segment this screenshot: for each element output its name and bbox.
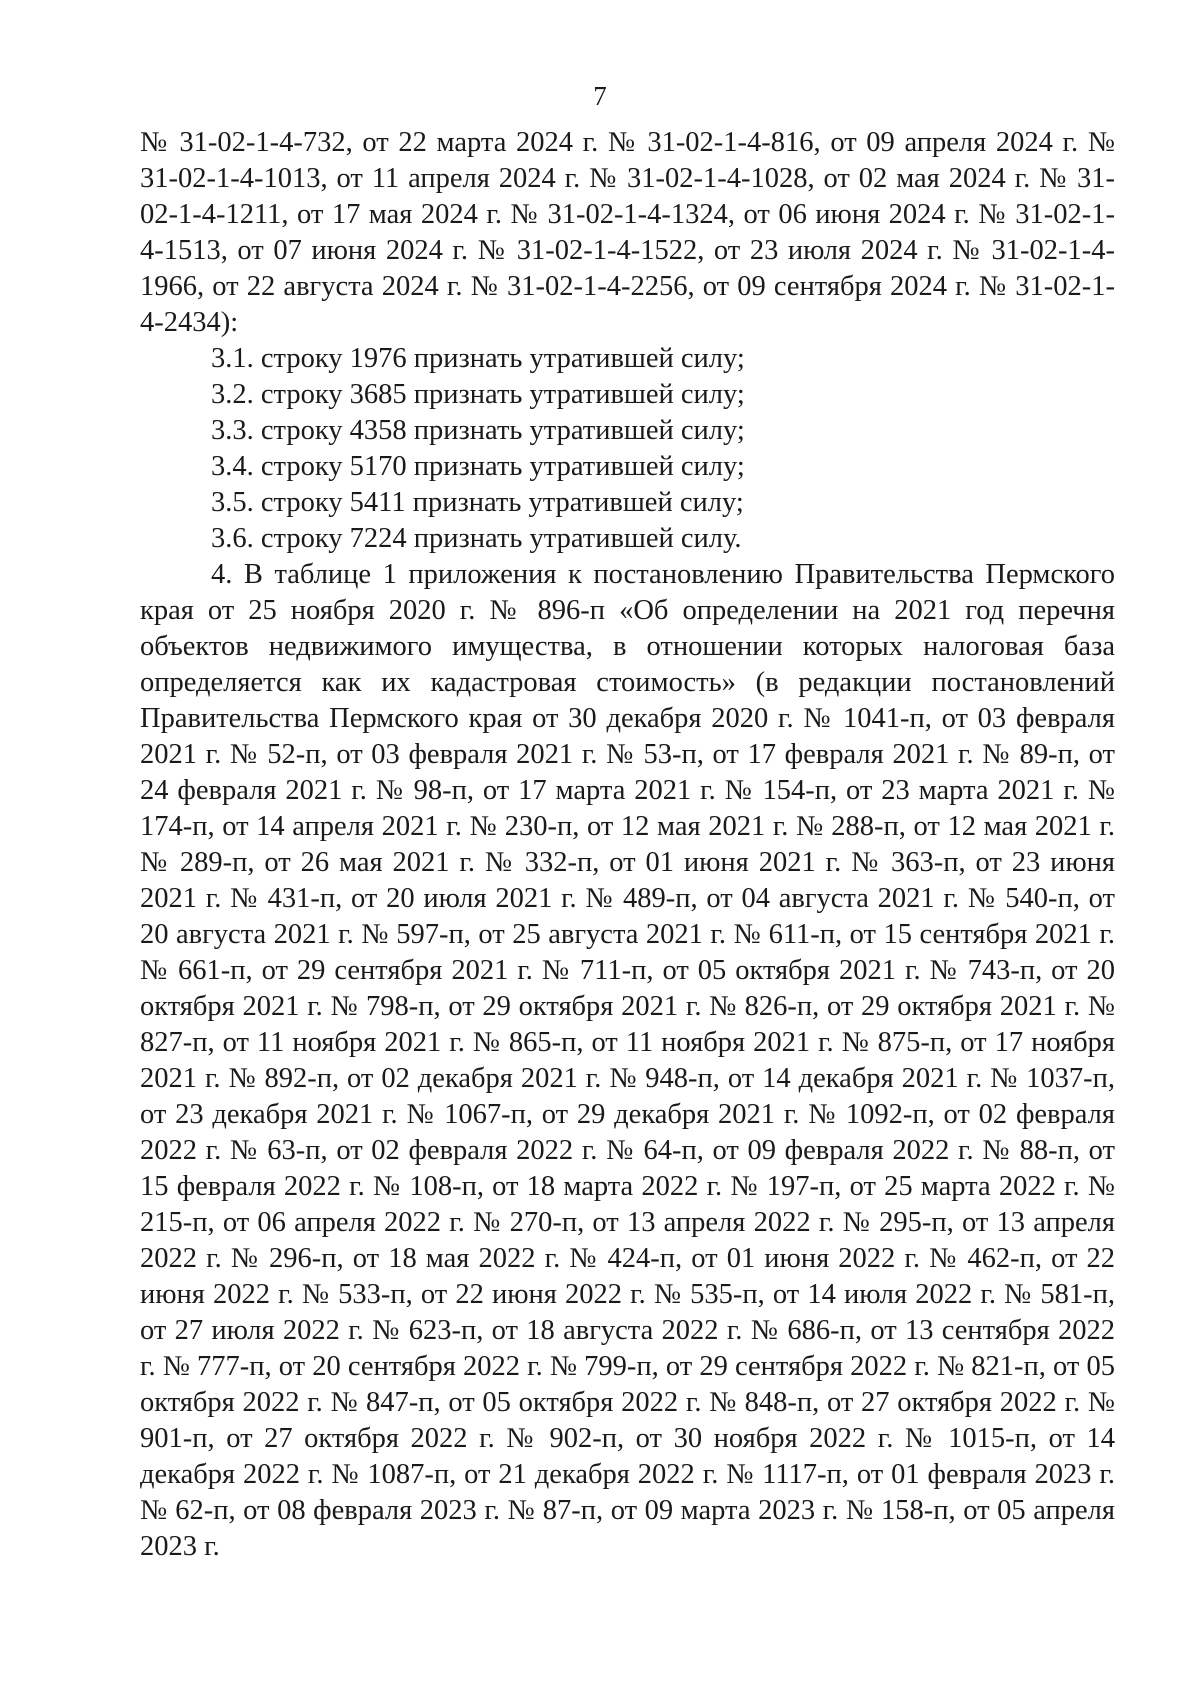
paragraph-3-continuation: № 31-02-1-4-732, от 22 марта 2024 г. № 31-02-1-4-816, от 09 апреля 2024 г. № 31-02-1-4-1013, от 11 апреля 2024 г. № 31-02-1-4-1028, от 02 мая 2024 г. № 31-02-1-4-1211, от 17 мая 2024 г. № 31-02-1-4-1324, от 06 июня 2024 г. № 31-02-1-4-1513, от 07 июня 2024 г. № 31-02-1-4-1522, от 23 июля 2024 г. № 31-02-1-4-1966, от 22 августа 2024 г. № 31-02-1-4-2256, от 09 сентября 2024 г. № 31-02-1-4-2434): — [140, 127, 1115, 338]
list-item-3-5: 3.5. строку 5411 признать утратившей силу; — [211, 487, 744, 518]
document-body — [140, 125, 1115, 1565]
list-item-3-1: 3.1. строку 1976 признать утратившей силу; — [211, 343, 745, 374]
page-number: 7 — [593, 81, 607, 111]
list-item-3-6: 3.6. строку 7224 признать утратившей силу. — [211, 523, 742, 554]
list-item-3-2: 3.2. строку 3685 признать утратившей силу; — [211, 379, 745, 410]
paragraph-4: 4. В таблице 1 приложения к постановлению Правительства Пермского края от 25 ноября 2020 г. № 896-п «Об определении на 2021 год перечня объектов недвижимого имущества, в отношении которых налоговая база определяется как их кадастровая стоимость» (в редакции постановлений Правительства Пермского края от 30 декабря 2020 г. № 1041-п, от 03 февраля 2021 г. № 52-п, от 03 февраля 2021 г. № 53-п, от 17 февраля 2021 г. № 89-п, от 24 февраля 2021 г. № 98-п, от 17 марта 2021 г. № 154-п, от 23 марта 2021 г. № 174-п, от 14 апреля 2021 г. № 230-п, от 12 мая 2021 г. № 288-п, от 12 мая 2021 г. № 289-п, от 26 мая 2021 г. № 332-п, от 01 июня 2021 г. № 363-п, от 23 июня 2021 г. № 431-п, от 20 июля 2021 г. № 489-п, от 04 августа 2021 г. № 540-п, от 20 августа 2021 г. № 597-п, от 25 августа 2021 г. № 611-п, от 15 сентября 2021 г. № 661-п, от 29 сентября 2021 г. № 711-п, от 05 октября 2021 г. № 743-п, от 20 октября 2021 г. № 798-п, от 29 октября 2021 г. № 826-п, от 29 октября 2021 г. № 827-п, от 11 ноября 2021 г. № 865-п, от 11 ноября 2021 г. № 875-п, от 17 ноября 2021 г. № 892-п, от 02 декабря 2021 г. № 948-п, от 14 декабря 2021 г. № 1037-п, от 23 декабря 2021 г. № 1067-п, от 29 декабря 2021 г. № 1092-п, от 02 февраля 2022 г. № 63-п, от 02 февраля 2022 г. № 64-п, от 09 февраля 2022 г. № 88-п, от 15 февраля 2022 г. № 108-п, от 18 марта 2022 г. № 197-п, от 25 марта 2022 г. № 215-п, от 06 апреля 2022 г. № 270-п, от 13 апреля 2022 г. № 295-п, от 13 апреля 2022 г. № 296-п, от 18 мая 2022 г. № 424-п, от 01 июня 2022 г. № 462-п, от 22 июня 2022 г. № 533-п, от 22 июня 2022 г. № 535-п, от 14 июля 2022 г. № 581-п, от 27 июля 2022 г. № 623-п, от 18 августа 2022 г. № 686-п, от 13 сентября 2022 г. № 777-п, от 20 сентября 2022 г. № 799-п, от 29 сентября 2022 г. № 821-п, от 05 октября 2022 г. № 847-п, от 05 октября 2022 г. № 848-п, от 27 октября 2022 г. № 901-п, от 27 октября 2022 г. № 902-п, от 30 ноября 2022 г. № 1015-п, от 14 декабря 2022 г. № 1087-п, от 21 декабря 2022 г. № 1117-п, от 01 февраля 2023 г. № 62-п, от 08 февраля 2023 г. № 87-п, от 09 марта 2023 г. № 158-п, от 05 апреля 2023 г. — [140, 559, 1115, 1562]
list-item-3-3: 3.3. строку 4358 признать утратившей силу; — [211, 415, 745, 446]
list-item-3-4: 3.4. строку 5170 признать утратившей силу; — [211, 451, 745, 482]
